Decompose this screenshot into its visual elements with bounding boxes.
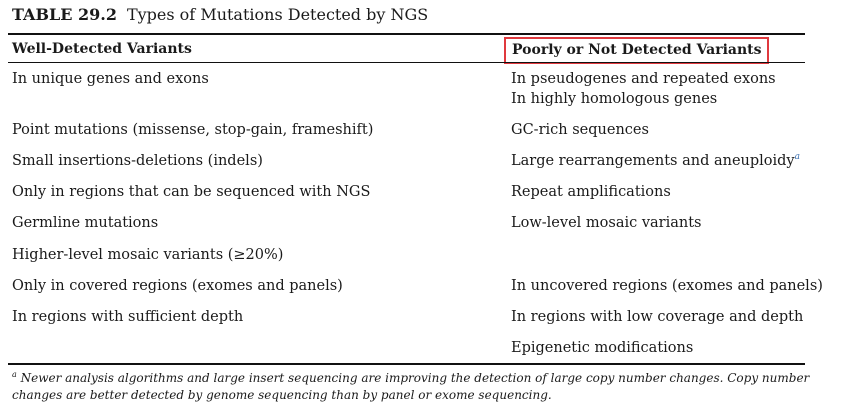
left-row-higher-mosaic: Higher-level mosaic variants (≥20%): [12, 247, 284, 263]
table-label: TABLE 29.2: [12, 5, 117, 24]
bottom-rule: [8, 363, 805, 365]
left-row-unique-genes: In unique genes and exons: [12, 71, 209, 87]
header-rule: [8, 62, 805, 63]
left-row-ngs-regions: Only in regions that can be sequenced with NGS: [12, 184, 371, 200]
left-row-germline: Germline mutations: [12, 215, 159, 231]
table-caption: [12, 4, 428, 26]
right-row-homologous: In highly homologous genes: [511, 91, 718, 107]
header-well-detected: Well-Detected Variants: [12, 41, 192, 57]
left-row-covered-regions: Only in covered regions (exomes and panels): [12, 278, 343, 294]
right-row-epigenetic: Epigenetic modifications: [511, 340, 694, 356]
header-poorly-detected: Poorly or Not Detected Variants: [504, 37, 769, 64]
left-row-sufficient-depth: In regions with sufficient depth: [12, 309, 244, 325]
right-row-repeat-amplifications: Repeat amplifications: [511, 184, 671, 200]
footnote-marker: a: [12, 370, 17, 379]
top-rule: [8, 33, 805, 35]
table-footnote: [12, 370, 812, 404]
right-row-low-coverage: In regions with low coverage and depth: [511, 309, 804, 325]
right-row-gc-rich: GC-rich sequences: [511, 122, 649, 138]
right-row-rearrangements: [511, 151, 800, 171]
footnote-marker-ref: a: [794, 152, 801, 163]
footnote-text: Newer analysis algorithms and large insert sequencing are improving the detection of large copy number changes. Copy number changes are better detected by genome sequencing than by panel or exome sequencing.: [12, 371, 810, 402]
right-row-rearrangements-text: Large rearrangements and aneuploidy: [511, 153, 795, 169]
left-row-point-mutations: Point mutations (missense, stop-gain, frameshift): [12, 122, 374, 138]
right-row-pseudogenes: In pseudogenes and repeated exons: [511, 71, 776, 87]
right-row-low-mosaic: Low-level mosaic variants: [511, 215, 702, 231]
left-row-indels: Small insertions-deletions (indels): [12, 153, 263, 169]
right-row-uncovered-regions: In uncovered regions (exomes and panels): [511, 278, 823, 294]
table-title: Types of Mutations Detected by NGS: [126, 5, 429, 24]
